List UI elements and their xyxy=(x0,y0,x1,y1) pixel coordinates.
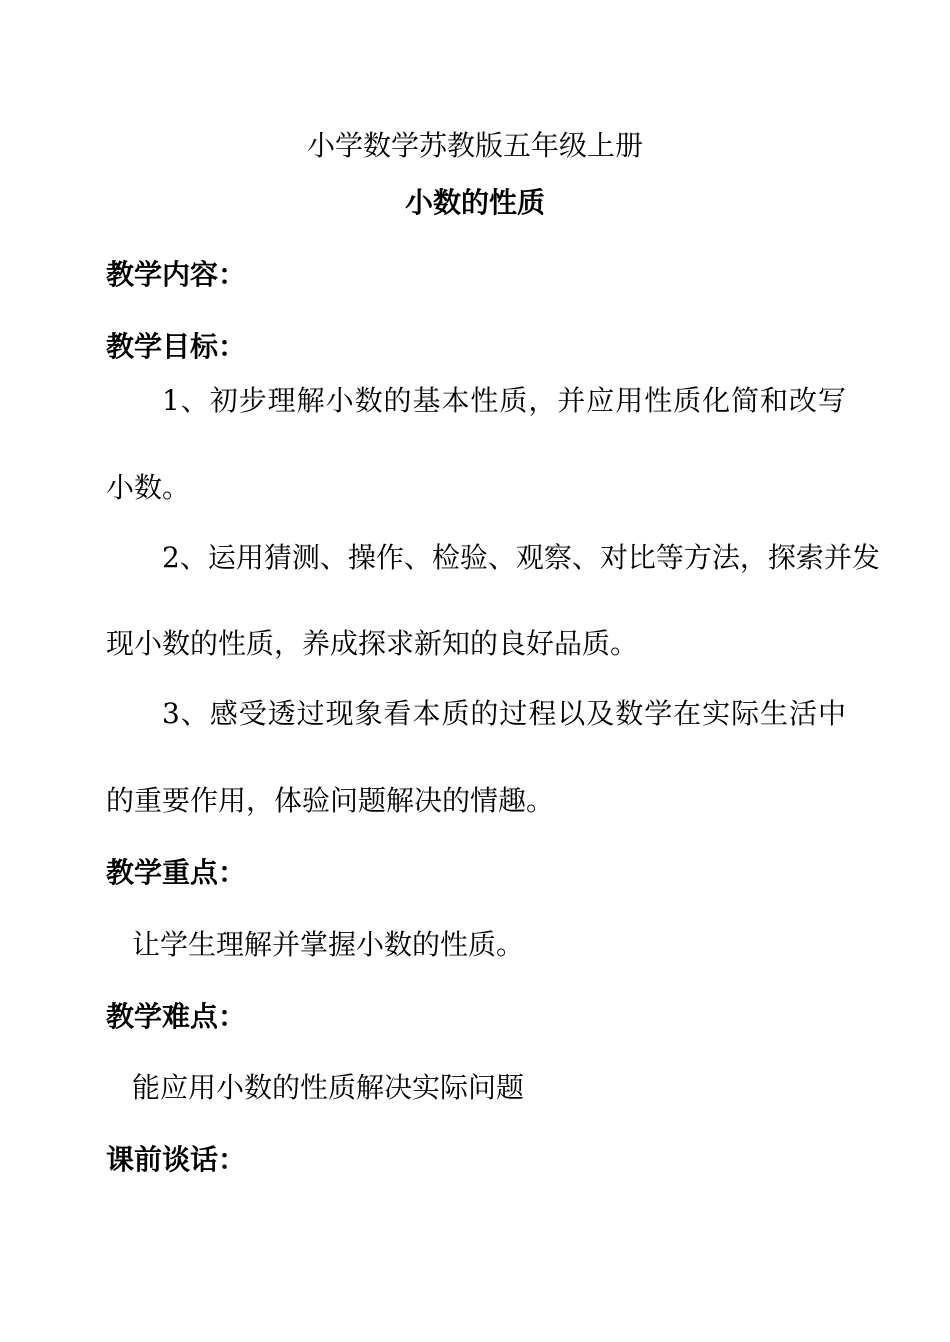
document-subtitle: 小学数学苏教版五年级上册 xyxy=(306,129,643,162)
goal-3-line-2: 的重要作用，体验问题解决的情趣。 xyxy=(106,784,555,817)
goal-2-line-1: 2、运用猜测、操作、检验、观察、对比等方法，探索并发 xyxy=(162,541,880,574)
heading-teaching-goals: 教学目标： xyxy=(106,330,247,363)
document-title: 小数的性质 xyxy=(404,186,545,219)
heading-pre-class-talk: 课前谈话： xyxy=(106,1143,247,1176)
goal-2-line-2: 现小数的性质，养成探求新知的良好品质。 xyxy=(106,627,639,660)
heading-teaching-content: 教学内容： xyxy=(106,258,247,291)
goal-1-line-2: 小数。 xyxy=(106,471,191,504)
difficulty-text: 能应用小数的性质解决实际问题 xyxy=(132,1071,525,1104)
goal-1-line-1: 1、初步理解小数的基本性质，并应用性质化简和改写 xyxy=(162,384,846,417)
key-point-text: 让学生理解并掌握小数的性质。 xyxy=(132,928,525,961)
heading-difficulty: 教学难点： xyxy=(106,1000,247,1033)
goal-3-line-1: 3、感受透过现象看本质的过程以及数学在实际生活中 xyxy=(162,697,846,730)
heading-key-point: 教学重点： xyxy=(106,856,247,889)
